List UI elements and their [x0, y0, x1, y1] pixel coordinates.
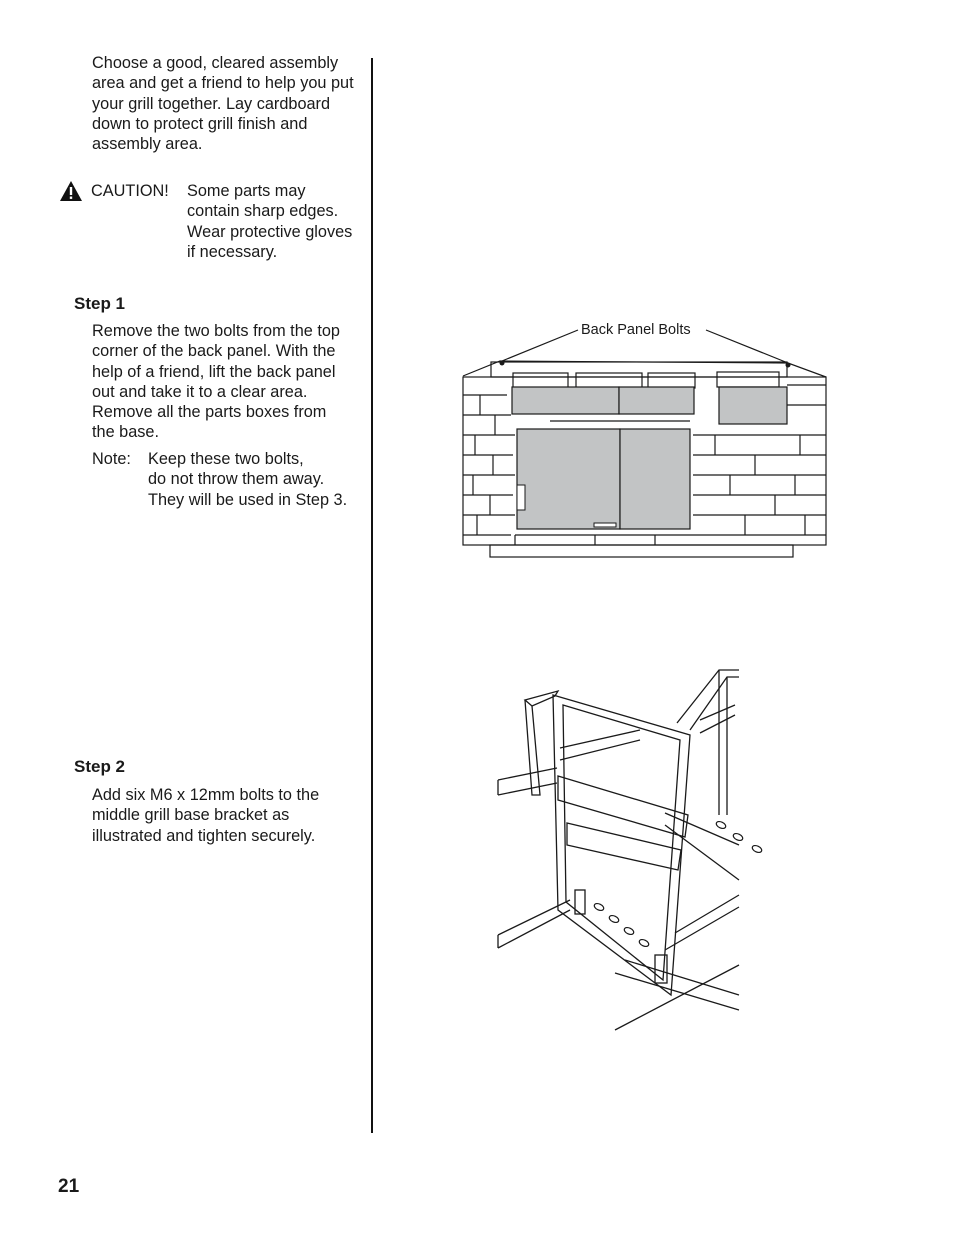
step1-note-label: Note: [92, 450, 131, 468]
step1-note-text: Keep these two bolts, do not throw them away. They will be used in Step 3. [148, 450, 348, 509]
step1-illustration [455, 315, 835, 565]
step1-heading: Step 1 [74, 294, 126, 313]
step2-text: Add six M6 x 12mm bolts to the middle grill base bracket as illustrated and tighten securely. [92, 786, 320, 845]
intro-paragraph: Choose a good, cleared assembly area and get a friend to help you put your grill together. Lay cardboard down to protect grill finish and assembly area. [92, 54, 354, 154]
step2-illustration [495, 665, 745, 1040]
step1-text: Remove the two bolts from the top corner of the back panel. With the help of a friend, lift the back panel out and take it to a clear area. Remove all the parts boxes from the base. [92, 322, 340, 442]
column-divider [371, 58, 373, 1133]
warning-triangle-icon [59, 180, 83, 202]
caution-label: CAUTION! [91, 182, 169, 200]
page-number: 21 [58, 1176, 80, 1197]
step2-heading: Step 2 [74, 757, 126, 776]
caution-text: Some parts may contain sharp edges. Wear protective gloves if necessary. [187, 182, 353, 261]
back-panel-bolts-callout: Back Panel Bolts [581, 322, 691, 338]
